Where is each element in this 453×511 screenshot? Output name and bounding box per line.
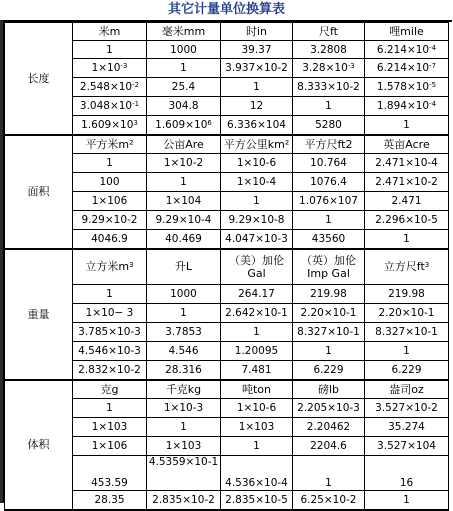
conversion-table-body (5, 23, 449, 511)
table-cell: 2.471×10-4 (365, 154, 449, 173)
table-cell: 28.35 (73, 491, 147, 511)
table-cell: 1 (293, 456, 365, 491)
table-cell: 1×106 (73, 437, 147, 456)
column-header: 磅lb (293, 380, 365, 399)
section-name: 面积 (5, 135, 73, 249)
column-header: 平方尺ft2 (293, 135, 365, 154)
column-header: 吨ton (221, 380, 293, 399)
column-header: 克g (73, 380, 147, 399)
table-cell: $1.894\times 10^{-4}$ (365, 97, 449, 116)
table-cell: 3.7853 (147, 323, 221, 342)
table-cell: 2.471×10-2 (365, 173, 449, 192)
table-cell: 2.20×10-1 (293, 304, 365, 323)
column-header: 时in (221, 23, 293, 41)
table-cell: 1 (365, 491, 449, 511)
table-cell: 1 (73, 41, 147, 59)
table-cell: 1 (147, 304, 221, 323)
table-cell: 1×10− 3 (73, 304, 147, 323)
table-cell: 1×103 (221, 418, 293, 437)
table-cell: 453.59 (73, 456, 147, 491)
table-cell: 1 (147, 173, 221, 192)
column-header: 盎司oz (365, 380, 449, 399)
table-cell: 8.327×10-1 (293, 323, 365, 342)
table-cell: 9.29×10-4 (147, 211, 221, 230)
table-cell: 4.546 (147, 342, 221, 361)
table-cell: $1.609\times 10^6$ (147, 116, 221, 136)
table-cell: 1×103 (73, 418, 147, 437)
table-cell: 1 (365, 230, 449, 250)
section-header-row (5, 249, 449, 285)
table-cell: 9.29×10-8 (221, 211, 293, 230)
table-cell: 8.333×10-2 (293, 78, 365, 97)
table-cell: 304.8 (147, 97, 221, 116)
table-cell: 4.536×10-4 (221, 456, 293, 491)
table-cell: 1 (221, 78, 293, 97)
table-cell: 1×103 (147, 437, 221, 456)
section-header-row (5, 135, 449, 154)
table-cell: 2.471 (365, 192, 449, 211)
column-header: 毫米mm (147, 23, 221, 41)
table-cell: 3.2808 (293, 41, 365, 59)
table-cell: $6.214\times 10^{-7}$ (365, 59, 449, 78)
column-header: 哩mile (365, 23, 449, 41)
section-name: 重量 (5, 249, 73, 380)
table-cell: 7.481 (221, 361, 293, 381)
table-cell: 8.327×10-1 (365, 323, 449, 342)
table-cell: $1.609\times 10^3$ (73, 116, 147, 136)
table-cell: $1\times 10^{-3}$ (73, 59, 147, 78)
table-cell: 1×10-4 (221, 173, 293, 192)
table-cell: 2.205×10-3 (293, 399, 365, 418)
table-cell: 1×10-2 (147, 154, 221, 173)
table-cell: 1 (221, 192, 293, 211)
table-cell: 4.546×10-3 (73, 342, 147, 361)
table-cell: 2.20462 (293, 418, 365, 437)
table-cell: 1×104 (147, 192, 221, 211)
table-cell: $6.214\times 10^{-4}$ (365, 41, 449, 59)
table-cell: 2.832×10-2 (73, 361, 147, 381)
table-cell: 35.274 (365, 418, 449, 437)
table-cell: 264.17 (221, 285, 293, 304)
table-cell: 12 (221, 97, 293, 116)
table-cell: 100 (73, 173, 147, 192)
column-header: 公亩Are (147, 135, 221, 154)
table-cell: 39.37 (221, 41, 293, 59)
table-cell: 6.336×104 (221, 116, 293, 136)
section-name: 长度 (5, 23, 73, 136)
table-cell: 6.229 (293, 361, 365, 381)
table-cell: $2.548\times 10^{-2}$ (73, 78, 147, 97)
table-cell: 2.296×10-5 (365, 211, 449, 230)
table-cell: 10.764 (293, 154, 365, 173)
table-cell: 2.642×10-1 (221, 304, 293, 323)
table-cell: 1 (221, 323, 293, 342)
table-cell: 1 (73, 285, 147, 304)
column-header: 平方米m² (73, 135, 147, 154)
table-cell: 219.98 (365, 285, 449, 304)
column-header: （英）加伦 Imp Gal (293, 249, 365, 285)
table-cell: 3.937×10-2 (221, 59, 293, 78)
table-cell: 1076.4 (293, 173, 365, 192)
column-header: 平方公里km² (221, 135, 293, 154)
table-cell: 3.527×104 (365, 437, 449, 456)
table-cell: 2.835×10-2 (147, 491, 221, 511)
table-cell: 2204.6 (293, 437, 365, 456)
column-header: 米m (73, 23, 147, 41)
column-header: 立方尺$ft^3$ (365, 249, 449, 285)
table-cell: 6.229 (365, 361, 449, 381)
table-cell: 1000 (147, 41, 221, 59)
table-cell: $3.28\times 10^{-3}$ (293, 59, 365, 78)
table-cell: 1 (365, 342, 449, 361)
table-cell: 5280 (293, 116, 365, 136)
table-cell: 3.785×10-3 (73, 323, 147, 342)
section-header-row (5, 380, 449, 399)
section-header-row (5, 23, 449, 41)
column-header: （美）加伦 Gal (221, 249, 293, 285)
table-cell: 1 (73, 154, 147, 173)
table-cell: 4.5359×10-1 (147, 456, 221, 491)
table-cell: 43560 (293, 230, 365, 250)
table-cell: 1×10-3 (147, 399, 221, 418)
table-cell: $3.048\times 10^{-1}$ (73, 97, 147, 116)
conversion-table (4, 22, 449, 511)
column-header: 英亩Acre (365, 135, 449, 154)
table-cell: 25.4 (147, 78, 221, 97)
table-cell: 4.047×10-3 (221, 230, 293, 250)
column-header: 升L (147, 249, 221, 285)
table-cell: 219.98 (293, 285, 365, 304)
table-cell: 2.835×10-5 (221, 491, 293, 511)
table-cell: 1×10-6 (221, 154, 293, 173)
table-cell: 1 (293, 211, 365, 230)
table-cell: 1 (147, 59, 221, 78)
table-cell: 9.29×10-2 (73, 211, 147, 230)
table-cell: 28.316 (147, 361, 221, 381)
table-cell: 1×106 (73, 192, 147, 211)
table-cell: 4046.9 (73, 230, 147, 250)
table-cell: 16 (365, 456, 449, 491)
table-cell: $1.578\times 10^{-5}$ (365, 78, 449, 97)
table-cell: 1 (293, 97, 365, 116)
table-cell: 1 (365, 116, 449, 136)
table-cell: 6.25×10-2 (293, 491, 365, 511)
table-cell: 40.469 (147, 230, 221, 250)
column-header: 尺ft (293, 23, 365, 41)
page-title: 其它计量单位换算表 (167, 2, 285, 17)
table-cell: 1000 (147, 285, 221, 304)
column-header: 立方米$m^3$ (73, 249, 147, 285)
table-cell: 3.527×10-2 (365, 399, 449, 418)
table-cell: 1 (147, 418, 221, 437)
section-name: 体积 (5, 380, 73, 510)
table-cell: 1×10-6 (221, 399, 293, 418)
table-cell: 1.20095 (221, 342, 293, 361)
table-cell: 1.076×107 (293, 192, 365, 211)
table-cell: 2.20×10-1 (365, 304, 449, 323)
table-cell: 1 (73, 399, 147, 418)
table-cell: 1 (293, 342, 365, 361)
column-header: 千克kg (147, 380, 221, 399)
table-cell: 1 (221, 437, 293, 456)
